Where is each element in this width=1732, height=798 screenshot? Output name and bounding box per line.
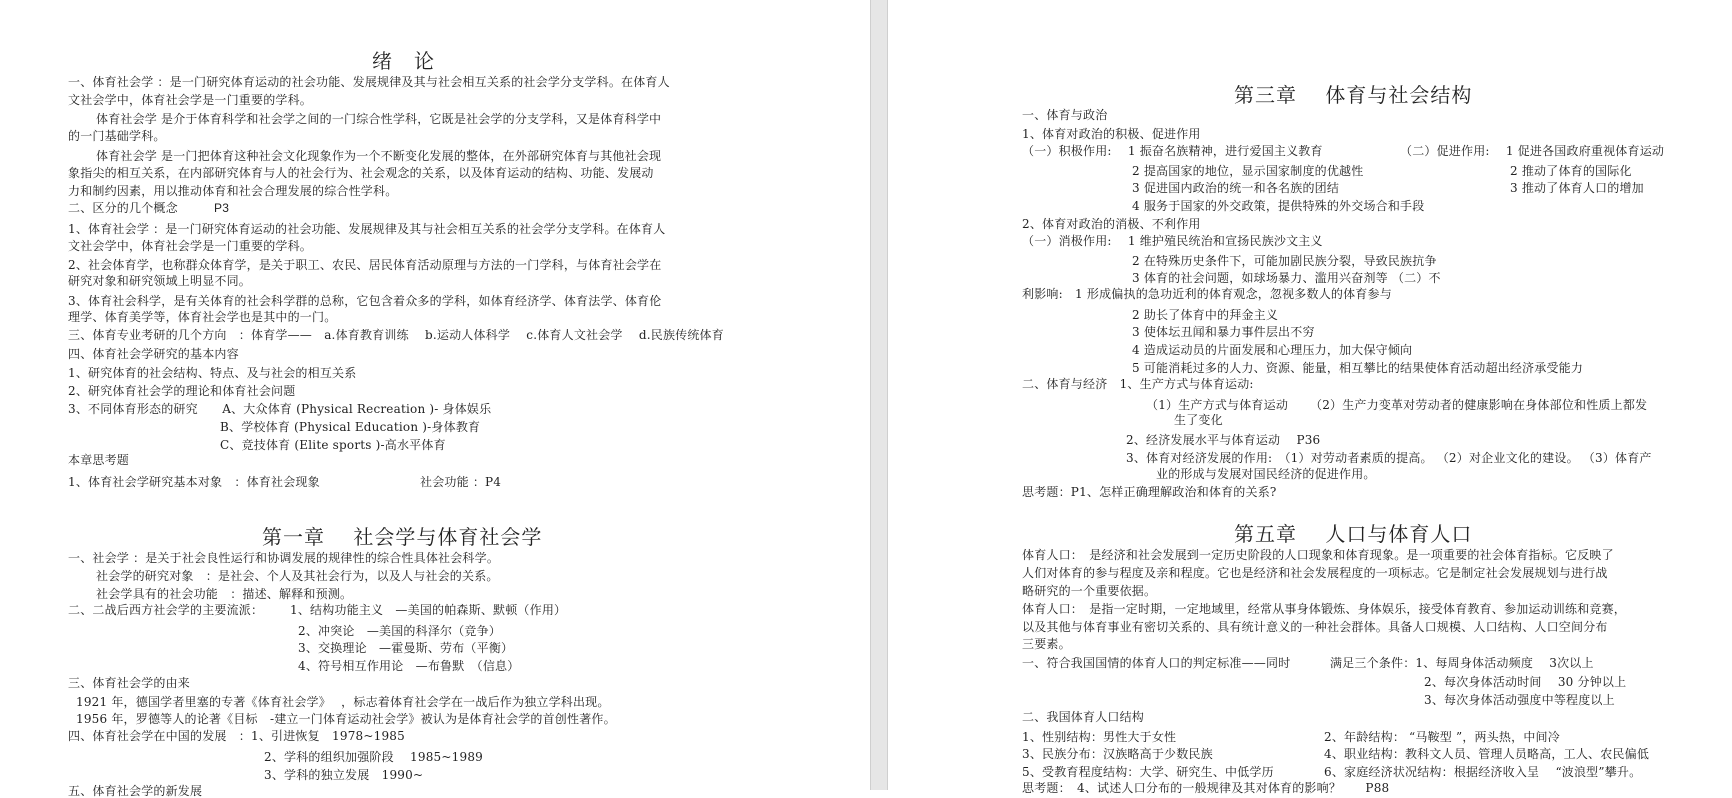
section-heading: 五、体育社会学的新发展 [68,784,203,798]
text-line: 1、体育社会学 ：是一门研究体育运动的社会功能、发展规律及其与社会相互关系的社会学分支学科。在体育人 [68,222,666,236]
text-line: 四、体育社会学在中国的发展 ：1、引进恢复 1978~1985 [68,729,405,743]
text-line: 4 造成运动员的片面发展和心理压力，加大保守倾向 [1132,343,1413,357]
text-line: 3、体育社会科学，是有关体育的社会科学群的总称，它包含着众多的学科，如体育经济学、体育法学、体育伦 [68,294,662,308]
text-line: 2 助长了体育中的拜金主义 [1132,308,1279,322]
text-line: 三、体育专业考研的几个方向 ：体育学—— a.体育教育训练 b.运动人体科学 c.体育人文社会学 d.民族传统体育 [68,328,724,342]
text-line: 社会功能 ：P4 [420,475,502,489]
text-line: 一、体育社会学 ：是一门研究体育运动的社会功能、发展规律及其与社会相互关系的社会学分支学科。在体育人 [68,75,670,89]
text-line: 3、学科的独立发展 1990~ [264,768,424,782]
section-heading: 本章思考题 [68,453,130,467]
chapter-1-title: 第一章 社会学与体育社会学 [262,525,543,549]
text-line: 2、研究体育社会学的理论和体育社会问题 [68,384,296,398]
text-line: 体育社会学 是一门把体育这种社会文化现象作为一个不断变化发展的整体，在外部研究体育与其他社会现 [96,149,662,163]
text-line: 1921 年，德国学者里塞的专著《体育社会学》 ，标志着体育社会学在一战后作为独立学科出现。 [76,695,610,709]
text-line: （2）生产力变革对劳动者的健康影响在身体部位和性质上都发 [1310,398,1648,412]
text-line: 3、体育对经济发展的作用: （1）对劳动者素质的提高。 （2）对企业文化的建设。 （3）体育产 [1126,451,1652,465]
text-line: 4、职业结构：教科文人员、管理人员略高，工人、农民偏低 [1324,747,1650,761]
text-line: 2、冲突论 —美国的科泽尔（竞争） [298,624,502,638]
text-line: （一）积极作用: 1 振奋名族精神，进行爱国主义教育 [1022,144,1323,158]
text-line: 以及其他与体育事业有密切关系的、具有统计意义的一种社会群体。具备人口规模、人口结构、人口空间分布 [1022,620,1608,634]
text-line: 2、每次身体活动时间 30 分钟以上 [1424,675,1627,689]
text-line: 3 使体坛丑闻和暴力事件层出不穷 [1132,325,1315,339]
text-line: 的一门基础学科。 [68,129,166,143]
text-line: 3 促进国内政治的统一和各名族的团结 [1132,181,1340,195]
text-line: 略研究的一个重要依据。 [1022,584,1157,598]
text-line: 3、交换理论 —霍曼斯、劳布（平衡） [298,641,514,655]
text-line: （二）促进作用: 1 促进各国政府重视体育运动 [1400,144,1665,158]
text-line: 2 在特殊历史条件下，可能加剧民族分裂，导致民族抗争 [1132,254,1437,268]
text-line: 3 推动了体育人口的增加 [1510,181,1644,195]
text-line: 研究对象和研究领域上明显不同。 [68,274,252,288]
text-line: B、学校体育 (Physical Education )-身体教育 [220,420,481,434]
text-line: 1、研究体育的社会结构、特点、及与社会的相互关系 [68,366,357,380]
text-line: 2、社会体育学，也称群众体育学，是关于职工、农民、居民体育活动原理与方法的一门学科，与体育社会学在 [68,258,662,272]
text-line: 社会学具有的社会功能 ：描述、解释和预测。 [96,587,353,601]
text-line: 力和制约因素，用以推动体育和社会合理发展的综合性学科。 [68,184,398,198]
intro-title: 绪 论 [372,49,435,73]
text-line: 4 服务于国家的外交政策，提供特殊的外交场合和手段 [1132,199,1425,213]
text-line: 2、学科的组织加强阶段 1985~1989 [264,750,483,764]
text-line: 1、性别结构：男性大于女性 [1022,730,1177,744]
text-line: 文社会学中，体育社会学是一门重要的学科。 [68,239,313,253]
text-line: 2 推动了体育的国际化 [1510,164,1632,178]
text-line: 1、体育对政治的积极、促进作用 [1022,127,1201,141]
text-line: （一）消极作用: 1 维护殖民统治和宣扬民族沙文主义 [1022,234,1323,248]
text-line: 2 提高国家的地位，显示国家制度的优越性 [1132,164,1364,178]
section-heading: 二、区分的几个概念 [68,201,178,215]
text-line: C、竞技体育 (Elite sports )-高水平体育 [220,438,446,452]
text-line: 社会学的研究对象 ：是社会、个人及其社会行为，以及人与社会的关系。 [96,569,499,583]
chapter-5-title: 第五章 人口与体育人口 [1234,522,1473,546]
text-line: 体育人口： 是指一定时期，一定地域里，经常从事身体锻炼、身体娱乐，接受体育教育、参加运动训练和竞赛， [1022,602,1627,616]
text-line: （1）生产方式与体育运动 [1146,398,1289,412]
text-line: 业的形成与发展对国民经济的促进作用。 [1156,467,1376,481]
text-line: 6、家庭经济状况结构：根据经济收入呈 “波浪型”攀升。 [1324,765,1642,779]
text-line: 3、民族分布：汉族略高于少数民族 [1022,747,1213,761]
text-line: 1956 年，罗德等人的论著《目标 -建立一门体育运动社会学》被认为是体育社会学的首创性著作。 [76,712,616,726]
text-line: 思考题：P1、怎样正确理解政治和体育的关系? [1022,485,1277,499]
text-line: 人们对体育的参与程度及亲和程度。它也是经济和社会发展程度的一项标志。它是制定社会发展规划与进行战 [1022,566,1608,580]
text-line: 体育社会学 是介于体育科学和社会学之间的一门综合性学科，它既是社会学的分支学科，又是体育科学中 [96,112,662,126]
document-page-right [888,0,1732,795]
section-heading: 一、体育与政治 [1022,108,1108,122]
text-line: 三要素。 [1022,637,1071,651]
text-line: 体育人口： 是经济和社会发展到一定历史阶段的人口现象和体育现象。是一项重要的社会体育指标。它反映了 [1022,548,1614,562]
text-line: 思考题： 4、试述人口分布的一般规律及其对体育的影响？ P88 [1022,781,1390,795]
text-line: 生了变化 [1174,413,1223,427]
text-line: 5、受教育程度结构：大学、研究生、中低学历 [1022,765,1274,779]
text-line: 1、体育社会学研究基本对象 ：体育社会现象 [68,475,320,489]
section-heading: 二、我国体育人口结构 [1022,710,1145,724]
text-line: 一、符合我国国情的体育人口的判定标准——同时 [1022,656,1291,670]
text-line: 满足三个条件：1、每周身体活动频度 3次以上 [1330,656,1594,670]
text-line: 二、二战后西方社会学的主要流派： [68,603,264,617]
text-line: 3 体育的社会问题，如球场暴力、滥用兴奋剂等 （二）不 [1132,271,1441,285]
text-line: 3、不同体育形态的研究 A、大众体育 (Physical Recreation )- 身体娱乐 [68,402,492,416]
text-line: 2、年龄结构： “马鞍型 ”，两头热，中间冷 [1324,730,1560,744]
page-gutter [870,0,888,790]
text-line: 3、每次身体活动强度中等程度以上 [1424,693,1615,707]
page-ref: P3 [214,201,230,215]
text-line: 一、社会学 ：是关于社会良性运行和协调发展的规律性的综合性具体社会科学。 [68,551,500,565]
text-line: 利影响: 1 形成偏执的急功近利的体育观念，忽视多数人的体育参与 [1022,287,1392,301]
section-heading: 三、体育社会学的由来 [68,676,191,690]
chapter-3-title: 第三章 体育与社会结构 [1234,83,1473,107]
text-line: 4、符号相互作用论 —布鲁默 （信息） [298,659,520,673]
text-line: 1、结构功能主义 —美国的帕森斯、默顿（作用） [290,603,567,617]
section-heading: 四、体育社会学研究的基本内容 [68,347,239,361]
text-line: 2、体育对政治的消极、不利作用 [1022,217,1201,231]
text-line: 文社会学中，体育社会学是一门重要的学科。 [68,93,313,107]
text-line: 5 可能消耗过多的人力、资源、能量，相互攀比的结果使体育活动超出经济承受能力 [1132,361,1584,375]
text-line: 理学、体育美学等，体育社会学也是其中的一门。 [68,310,337,324]
text-line: 象指尖的相互关系，在内部研究体育与人的社会行为、社会观念的关系，以及体育运动的结构、功能、发展动 [68,166,654,180]
section-heading: 二、体育与经济 1、生产方式与体育运动: [1022,377,1254,391]
text-line: 2、经济发展水平与体育运动 P36 [1126,433,1321,447]
